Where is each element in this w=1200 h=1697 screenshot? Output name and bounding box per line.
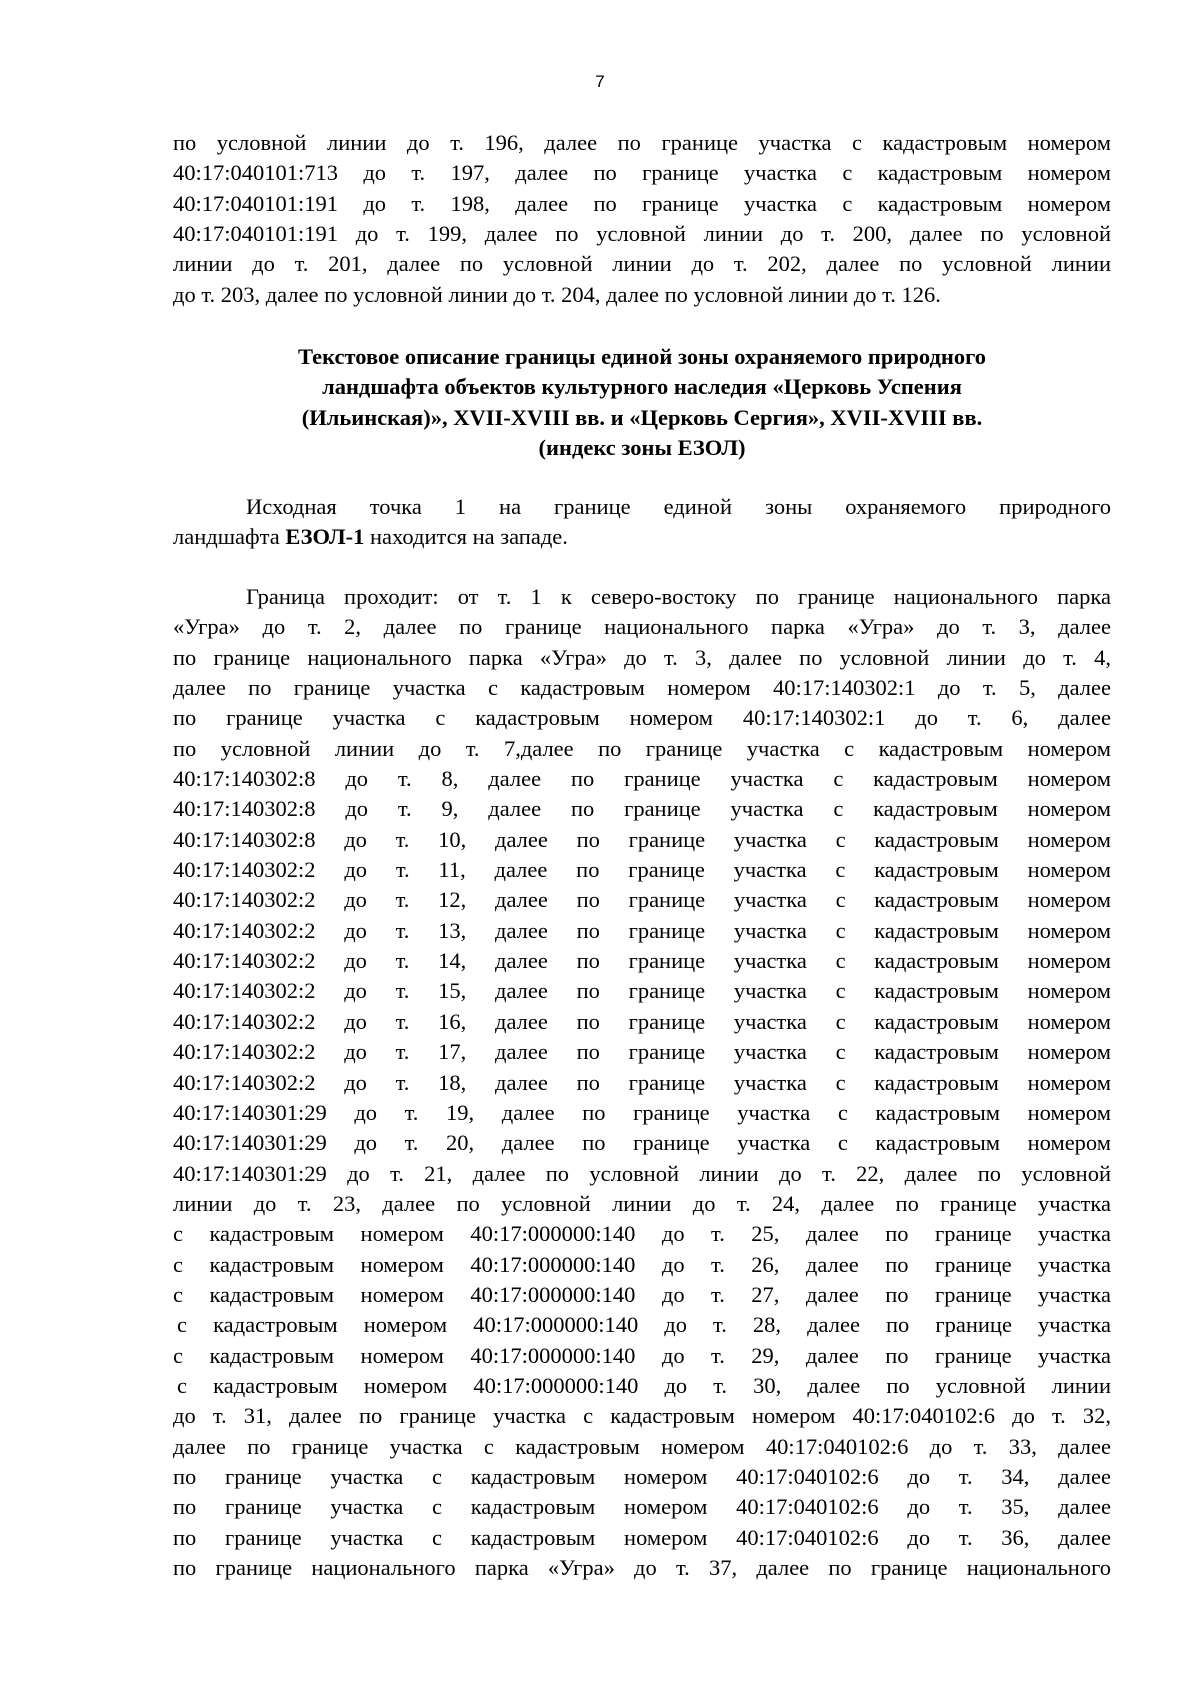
heading-line: (Ильинская)», XVII-XVIII вв. и «Церковь Сергия», XVII-XVIII вв. bbox=[301, 404, 983, 430]
paragraph-boundary-continuation bbox=[173, 128, 1111, 310]
text-line: по границе участка с кадастровым номером 40:17:040102:6 до т. 36, далее bbox=[173, 1524, 1111, 1550]
text-line: с кадастровым номером 40:17:000000:140 до т. 30, далее по условной линии bbox=[177, 1372, 1111, 1398]
heading-line: (индекс зоны ЕЗОЛ) bbox=[538, 435, 746, 461]
text-line: далее по границе участка с кадастровым номером 40:17:140302:1 до т. 5, далее bbox=[173, 675, 1111, 701]
text-line: 40:17:140302:2 до т. 14, далее по границе участка с кадастровым номером bbox=[173, 948, 1111, 974]
paragraph-starting-point bbox=[173, 492, 1111, 553]
text-line: «Угра» до т. 2, далее по границе национального парка «Угра» до т. 3, далее bbox=[173, 614, 1111, 640]
text-line: 40:17:140302:8 до т. 8, далее по границе участка с кадастровым номером bbox=[173, 766, 1111, 792]
section-heading bbox=[173, 342, 1111, 463]
text-line: 40:17:140302:2 до т. 18, далее по границе участка с кадастровым номером bbox=[173, 1069, 1111, 1095]
text-line: с кадастровым номером 40:17:000000:140 до т. 25, далее по границе участка bbox=[173, 1221, 1111, 1247]
text-line: далее по границе участка с кадастровым номером 40:17:040102:6 до т. 33, далее bbox=[173, 1433, 1111, 1459]
text-line: с кадастровым номером 40:17:000000:140 до т. 29, далее по границе участка bbox=[173, 1342, 1111, 1368]
text-line: 40:17:140302:2 до т. 15, далее по границе участка с кадастровым номером bbox=[173, 978, 1111, 1004]
text-line: по условной линии до т. 7,далее по границе участка с кадастровым номером bbox=[173, 735, 1111, 761]
text-line: 40:17:140302:2 до т. 11, далее по границе участка с кадастровым номером bbox=[173, 857, 1111, 883]
text-line: 40:17:140301:29 до т. 21, далее по условной линии до т. 22, далее по условной bbox=[173, 1160, 1111, 1186]
text-line: Исходная точка 1 на границе единой зоны охраняемого природного bbox=[246, 494, 1111, 519]
text-line: 40:17:140302:8 до т. 9, далее по границе участка с кадастровым номером bbox=[173, 796, 1111, 822]
text-line: по границе участка с кадастровым номером 40:17:040102:6 до т. 35, далее bbox=[173, 1494, 1111, 1520]
text-line: 40:17:140301:29 до т. 19, далее по границе участка с кадастровым номером bbox=[173, 1099, 1111, 1125]
text-line: до т. 31, далее по границе участка с кадастровым номером 40:17:040102:6 до т. 32, bbox=[173, 1403, 1111, 1429]
zone-code: ЕЗОЛ-1 bbox=[285, 524, 365, 550]
text-line: по границе участка с кадастровым номером 40:17:040102:6 до т. 34, далее bbox=[173, 1463, 1111, 1489]
text-line: до т. 203, далее по условной линии до т. 204, далее по условной линии до т. 126. bbox=[173, 281, 941, 307]
text-line: 40:17:140302:2 до т. 12, далее по границе участка с кадастровым номером bbox=[173, 887, 1111, 913]
text-line bbox=[173, 522, 1111, 552]
text-line: с кадастровым номером 40:17:000000:140 до т. 27, далее по границе участка bbox=[173, 1281, 1111, 1307]
page-number: 7 bbox=[595, 72, 605, 91]
text-line: линии до т. 23, далее по условной линии до т. 24, далее по границе участка bbox=[173, 1190, 1111, 1216]
text-fragment: находится на западе. bbox=[364, 524, 568, 550]
text-line: линии до т. 201, далее по условной линии до т. 202, далее по условной линии bbox=[173, 251, 1111, 277]
text-line: Граница проходит: от т. 1 к северо-востоку по границе национального парка bbox=[246, 584, 1111, 609]
text-line: 40:17:140302:2 до т. 13, далее по границе участка с кадастровым номером bbox=[173, 917, 1111, 943]
heading-line: Текстовое описание границы единой зоны охраняемого природного bbox=[298, 344, 986, 369]
text-line: 40:17:140301:29 до т. 20, далее по границе участка с кадастровым номером bbox=[173, 1130, 1111, 1156]
text-line: 40:17:040101:191 до т. 198, далее по границе участка с кадастровым номером bbox=[173, 190, 1111, 216]
text-line: 40:17:140302:2 до т. 16, далее по границе участка с кадастровым номером bbox=[173, 1008, 1111, 1034]
text-line: 40:17:140302:2 до т. 17, далее по границе участка с кадастровым номером bbox=[173, 1039, 1111, 1065]
paragraph-boundary-description bbox=[173, 582, 1111, 1583]
text-line: по границе национального парка «Угра» до т. 3, далее по условной линии до т. 4, bbox=[173, 644, 1111, 670]
heading-line: ландшафта объектов культурного наследия «Церковь Успения bbox=[322, 374, 962, 400]
text-line: по границе национального парка «Угра» до т. 37, далее по границе национального bbox=[173, 1555, 1111, 1580]
text-line: по границе участка с кадастровым номером 40:17:140302:1 до т. 6, далее bbox=[173, 705, 1111, 731]
text-line: 40:17:140302:8 до т. 10, далее по границе участка с кадастровым номером bbox=[173, 826, 1111, 852]
text-line: с кадастровым номером 40:17:000000:140 до т. 26, далее по границе участка bbox=[173, 1251, 1111, 1277]
text-line: 40:17:040101:191 до т. 199, далее по условной линии до т. 200, далее по условной bbox=[173, 221, 1111, 247]
text-line: по условной линии до т. 196, далее по границе участка с кадастровым номером bbox=[173, 130, 1111, 155]
text-line: 40:17:040101:713 до т. 197, далее по границе участка с кадастровым номером bbox=[173, 160, 1111, 186]
text-fragment: ландшафта bbox=[173, 524, 286, 550]
text-line: с кадастровым номером 40:17:000000:140 до т. 28, далее по границе участка bbox=[177, 1312, 1111, 1338]
